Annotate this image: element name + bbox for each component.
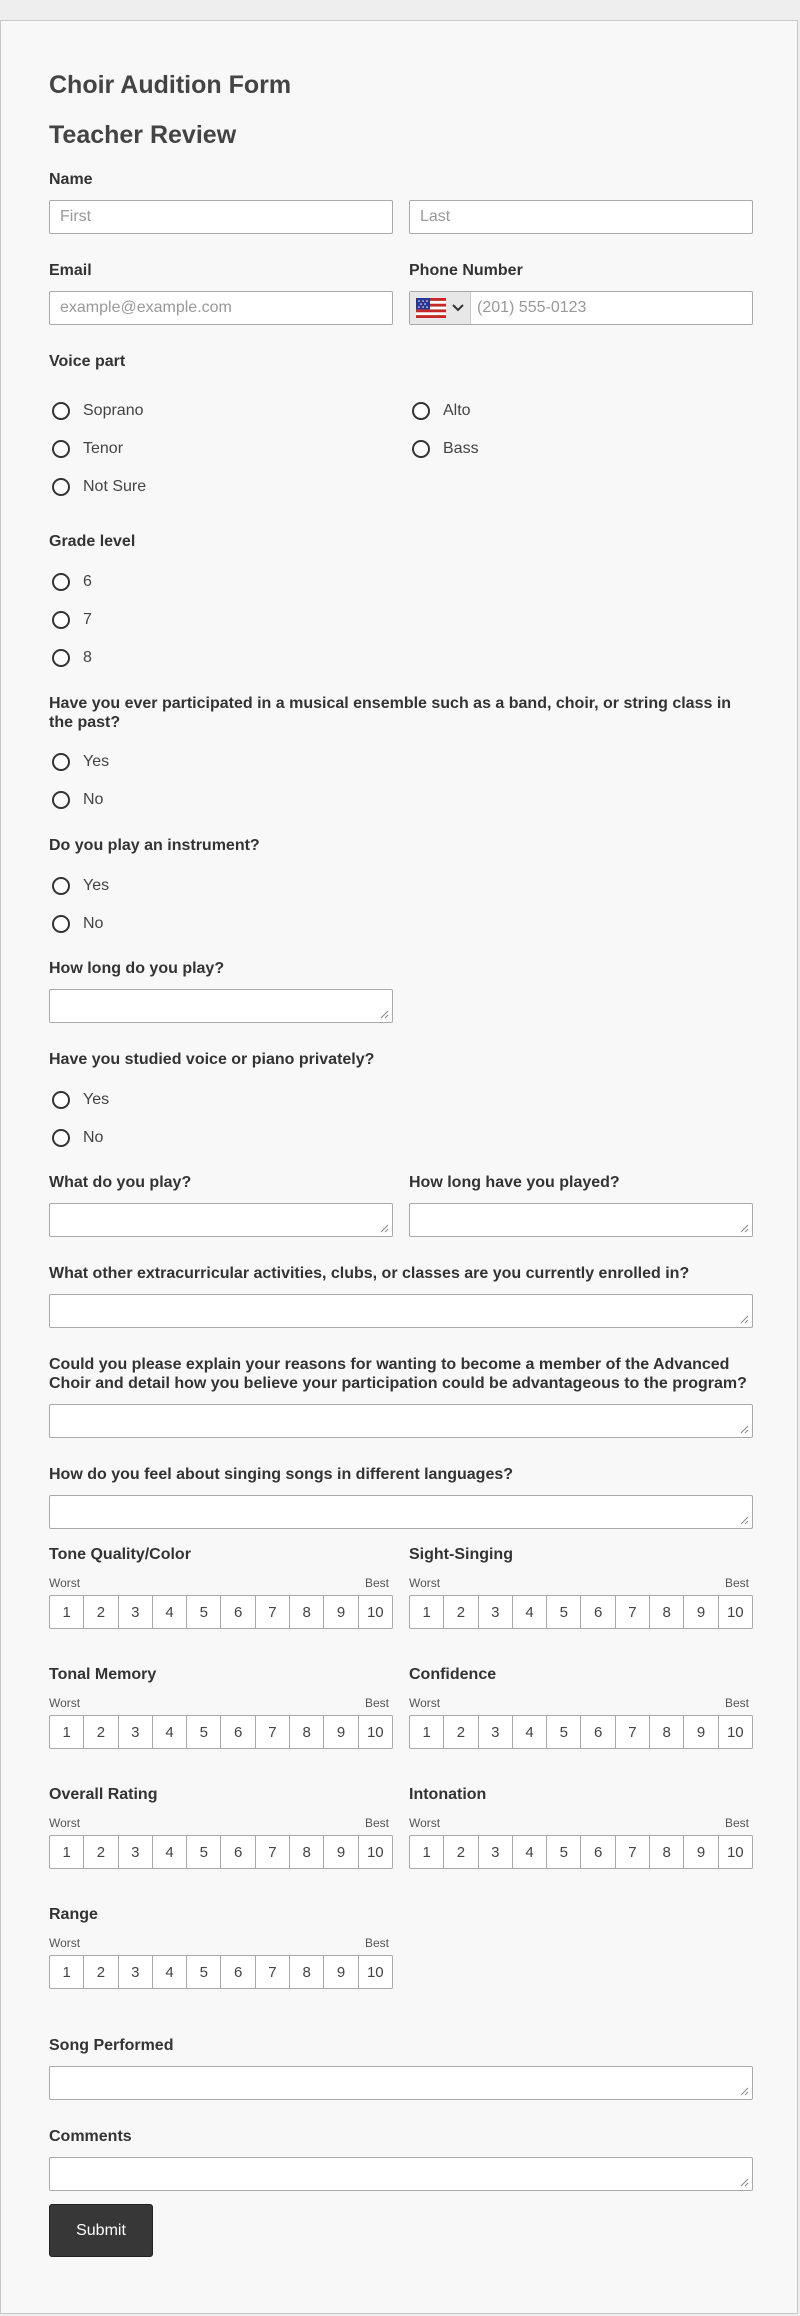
scale-best-label: Best (725, 1696, 750, 1710)
phone-input[interactable] (471, 292, 752, 324)
radio-circle (52, 915, 70, 933)
voice-part-label: Voice part (49, 353, 126, 370)
scale-option-5[interactable]: 5 (187, 1836, 221, 1868)
scale-worst-label: Worst (49, 1936, 81, 1950)
voice-option-alto[interactable] (412, 402, 471, 420)
scale-option-8[interactable]: 8 (290, 1596, 324, 1628)
radio-circle (52, 478, 70, 496)
scale-option-6[interactable]: 6 (581, 1836, 615, 1868)
scale-option-6[interactable]: 6 (221, 1836, 255, 1868)
radio-label: 6 (83, 573, 92, 590)
radio-label: Yes (83, 753, 110, 770)
scale-option-7[interactable]: 7 (616, 1596, 650, 1628)
comments-label: Comments (49, 2128, 132, 2145)
radio-circle (52, 753, 70, 771)
us-flag-icon (416, 298, 446, 318)
scale-option-10[interactable]: 10 (726, 1843, 744, 1861)
grade-option-6[interactable] (52, 573, 92, 591)
scale-option-4[interactable]: 4 (153, 1716, 187, 1748)
scale-option-4[interactable]: 4 (153, 1836, 187, 1868)
form-title: Choir Audition Form (49, 71, 292, 99)
scale-option-8[interactable]: 8 (650, 1596, 684, 1628)
ensemble-option-no[interactable] (52, 791, 103, 809)
studied-option-yes[interactable] (52, 1091, 109, 1109)
how-long-played-textarea[interactable] (409, 1203, 753, 1237)
scale-option-6[interactable]: 6 (221, 1716, 255, 1748)
scale-option-10[interactable]: 10 (366, 1843, 384, 1861)
overall-rating-label: Overall Rating (49, 1786, 158, 1803)
scale-option-2[interactable]: 2 (84, 1716, 118, 1748)
tonal-memory-scale (49, 1715, 393, 1749)
reasons-textarea[interactable] (49, 1404, 753, 1438)
how-long-play-textarea[interactable] (49, 989, 393, 1023)
radio-label: No (83, 791, 104, 808)
scale-option-3[interactable]: 3 (479, 1836, 513, 1868)
form-card (0, 20, 798, 2314)
studied-privately-label: Have you studied voice or piano privately? (49, 1051, 375, 1068)
radio-circle (52, 1129, 70, 1147)
scale-option-7[interactable]: 7 (256, 1836, 290, 1868)
scale-option-8[interactable]: 8 (650, 1716, 684, 1748)
scale-option-1[interactable]: 1 (50, 1956, 84, 1988)
how-long-played-label: How long have you played? (409, 1174, 620, 1191)
scale-option-3[interactable]: 3 (479, 1596, 513, 1628)
song-performed-textarea[interactable] (49, 2066, 753, 2100)
scale-best-label: Best (365, 1936, 390, 1950)
scale-option-1[interactable]: 1 (410, 1836, 444, 1868)
languages-label: How do you feel about singing songs in different languages? (49, 1466, 514, 1483)
scale-worst-label: Worst (49, 1576, 81, 1590)
intonation-scale (409, 1835, 753, 1869)
scale-option-1[interactable]: 1 (50, 1716, 84, 1748)
first-name-input[interactable] (49, 200, 393, 234)
scale-best-label: Best (365, 1576, 390, 1590)
scale-option-8[interactable]: 8 (650, 1836, 684, 1868)
scale-option-9[interactable]: 9 (324, 1596, 358, 1628)
scale-option-5[interactable]: 5 (187, 1596, 221, 1628)
scale-option-2[interactable]: 2 (84, 1596, 118, 1628)
scale-option-6[interactable]: 6 (581, 1716, 615, 1748)
grade-option-8[interactable] (52, 649, 92, 667)
scale-best-label: Best (365, 1816, 390, 1830)
tone-quality-scale (49, 1595, 393, 1629)
scale-option-10[interactable]: 10 (366, 1963, 384, 1981)
studied-option-no[interactable] (52, 1129, 103, 1147)
radio-label: 8 (83, 649, 92, 666)
radio-label: Tenor (83, 440, 124, 457)
scale-best-label: Best (365, 1696, 390, 1710)
how-long-play-label: How long do you play? (49, 960, 225, 977)
radio-label: Yes (83, 1091, 110, 1108)
grade-level-label: Grade level (49, 533, 136, 550)
radio-circle (52, 877, 70, 895)
scale-option-5[interactable]: 5 (187, 1716, 221, 1748)
radio-label: No (83, 1129, 104, 1146)
scale-option-9[interactable]: 9 (324, 1956, 358, 1988)
extracurricular-label: What other extracurricular activities, clubs, or classes are you currently enrolled in? (49, 1265, 690, 1282)
scale-option-10[interactable]: 10 (366, 1723, 384, 1741)
scale-option-6[interactable]: 6 (581, 1596, 615, 1628)
scale-option-10[interactable]: 10 (366, 1603, 384, 1621)
scale-option-10[interactable]: 10 (726, 1603, 744, 1621)
scale-option-1[interactable]: 1 (50, 1836, 84, 1868)
radio-label: Yes (83, 877, 110, 894)
confidence-scale (409, 1715, 753, 1749)
sight-singing-scale (409, 1595, 753, 1629)
phone-label: Phone Number (409, 262, 523, 279)
radio-circle (52, 402, 70, 420)
voice-option-not-sure[interactable] (52, 478, 146, 496)
scale-option-9[interactable]: 9 (684, 1596, 718, 1628)
overall-rating-scale (49, 1835, 393, 1869)
scale-option-1[interactable]: 1 (410, 1596, 444, 1628)
confidence-label: Confidence (409, 1666, 497, 1683)
scale-worst-label: Worst (409, 1696, 441, 1710)
radio-circle (412, 402, 430, 420)
scale-option-1[interactable]: 1 (410, 1716, 444, 1748)
scale-option-4[interactable]: 4 (153, 1956, 187, 1988)
intonation-label: Intonation (409, 1786, 487, 1803)
what-play-label: What do you play? (49, 1174, 192, 1191)
scale-best-label: Best (725, 1576, 750, 1590)
instrument-option-no[interactable] (52, 915, 103, 933)
scale-option-5[interactable]: 5 (547, 1836, 581, 1868)
scale-option-2[interactable]: 2 (444, 1716, 478, 1748)
scale-option-8[interactable]: 8 (290, 1836, 324, 1868)
radio-label: Not Sure (83, 478, 147, 495)
sight-singing-label: Sight-Singing (409, 1546, 513, 1563)
scale-option-9[interactable]: 9 (324, 1836, 358, 1868)
radio-circle (52, 573, 70, 591)
scale-option-2[interactable]: 2 (444, 1836, 478, 1868)
instrument-label: Do you play an instrument? (49, 837, 260, 854)
radio-label: No (83, 915, 104, 932)
scale-best-label: Best (725, 1816, 750, 1830)
phone-field (409, 291, 753, 325)
country-selector[interactable] (410, 292, 471, 324)
scale-option-5[interactable]: 5 (547, 1596, 581, 1628)
scale-worst-label: Worst (409, 1816, 441, 1830)
scale-option-7[interactable]: 7 (616, 1836, 650, 1868)
email-label: Email (49, 262, 92, 279)
scale-option-6[interactable]: 6 (221, 1956, 255, 1988)
radio-circle (52, 1091, 70, 1109)
scale-option-3[interactable]: 3 (479, 1716, 513, 1748)
range-scale (49, 1955, 393, 1989)
scale-option-3[interactable]: 3 (119, 1836, 153, 1868)
scale-option-7[interactable]: 7 (256, 1716, 290, 1748)
extracurricular-textarea[interactable] (49, 1294, 753, 1328)
scale-option-2[interactable]: 2 (84, 1956, 118, 1988)
scale-option-10[interactable]: 10 (726, 1723, 744, 1741)
radio-label: Soprano (83, 402, 144, 419)
scale-worst-label: Worst (49, 1696, 81, 1710)
radio-circle (52, 611, 70, 629)
tonal-memory-label: Tonal Memory (49, 1666, 157, 1683)
scale-option-5[interactable]: 5 (547, 1716, 581, 1748)
form-subtitle: Teacher Review (49, 121, 237, 149)
radio-label: Alto (443, 402, 471, 419)
instrument-option-yes[interactable] (52, 877, 109, 895)
scale-option-8[interactable]: 8 (290, 1956, 324, 1988)
scale-option-3[interactable]: 3 (119, 1596, 153, 1628)
scale-option-1[interactable]: 1 (50, 1596, 84, 1628)
scale-option-4[interactable]: 4 (513, 1596, 547, 1628)
what-play-textarea[interactable] (49, 1203, 393, 1237)
scale-option-6[interactable]: 6 (221, 1596, 255, 1628)
scale-worst-label: Worst (49, 1816, 81, 1830)
range-label: Range (49, 1906, 98, 1923)
scale-option-7[interactable]: 7 (616, 1716, 650, 1748)
ensemble-label: Have you ever participated in a musical ensemble such as a band, choir, or string class in the past? (49, 695, 732, 731)
radio-label: Bass (443, 440, 479, 457)
scale-option-9[interactable]: 9 (684, 1716, 718, 1748)
email-input[interactable] (49, 291, 393, 325)
song-performed-label: Song Performed (49, 2037, 174, 2054)
scale-option-8[interactable]: 8 (290, 1716, 324, 1748)
radio-circle (52, 440, 70, 458)
reasons-label: Could you please explain your reasons for wanting to become a member of the Advanced Choir and detail how you believe your participation could be advantageous to the program? (49, 1356, 747, 1392)
ensemble-option-yes[interactable] (52, 753, 109, 771)
last-name-input[interactable] (409, 200, 753, 234)
grade-option-7[interactable] (52, 611, 92, 629)
comments-textarea[interactable] (49, 2157, 753, 2191)
voice-option-soprano[interactable] (52, 402, 144, 420)
scale-option-3[interactable]: 3 (119, 1956, 153, 1988)
scale-option-5[interactable]: 5 (187, 1956, 221, 1988)
submit-button[interactable]: Submit (49, 2204, 153, 2257)
scale-option-7[interactable]: 7 (256, 1596, 290, 1628)
name-label: Name (49, 171, 93, 188)
radio-circle (412, 440, 430, 458)
languages-textarea[interactable] (49, 1495, 753, 1529)
radio-circle (52, 791, 70, 809)
scale-option-4[interactable]: 4 (513, 1716, 547, 1748)
scale-option-2[interactable]: 2 (444, 1596, 478, 1628)
scale-option-9[interactable]: 9 (324, 1716, 358, 1748)
radio-circle (52, 649, 70, 667)
scale-option-9[interactable]: 9 (684, 1836, 718, 1868)
scale-option-4[interactable]: 4 (153, 1596, 187, 1628)
voice-option-bass[interactable] (412, 440, 479, 458)
radio-label: 7 (83, 611, 92, 628)
scale-option-2[interactable]: 2 (84, 1836, 118, 1868)
tone-quality-label: Tone Quality/Color (49, 1546, 191, 1563)
scale-option-4[interactable]: 4 (513, 1836, 547, 1868)
scale-option-3[interactable]: 3 (119, 1716, 153, 1748)
scale-option-7[interactable]: 7 (256, 1956, 290, 1988)
voice-option-tenor[interactable] (52, 440, 123, 458)
chevron-down-icon (452, 304, 464, 312)
scale-worst-label: Worst (409, 1576, 441, 1590)
